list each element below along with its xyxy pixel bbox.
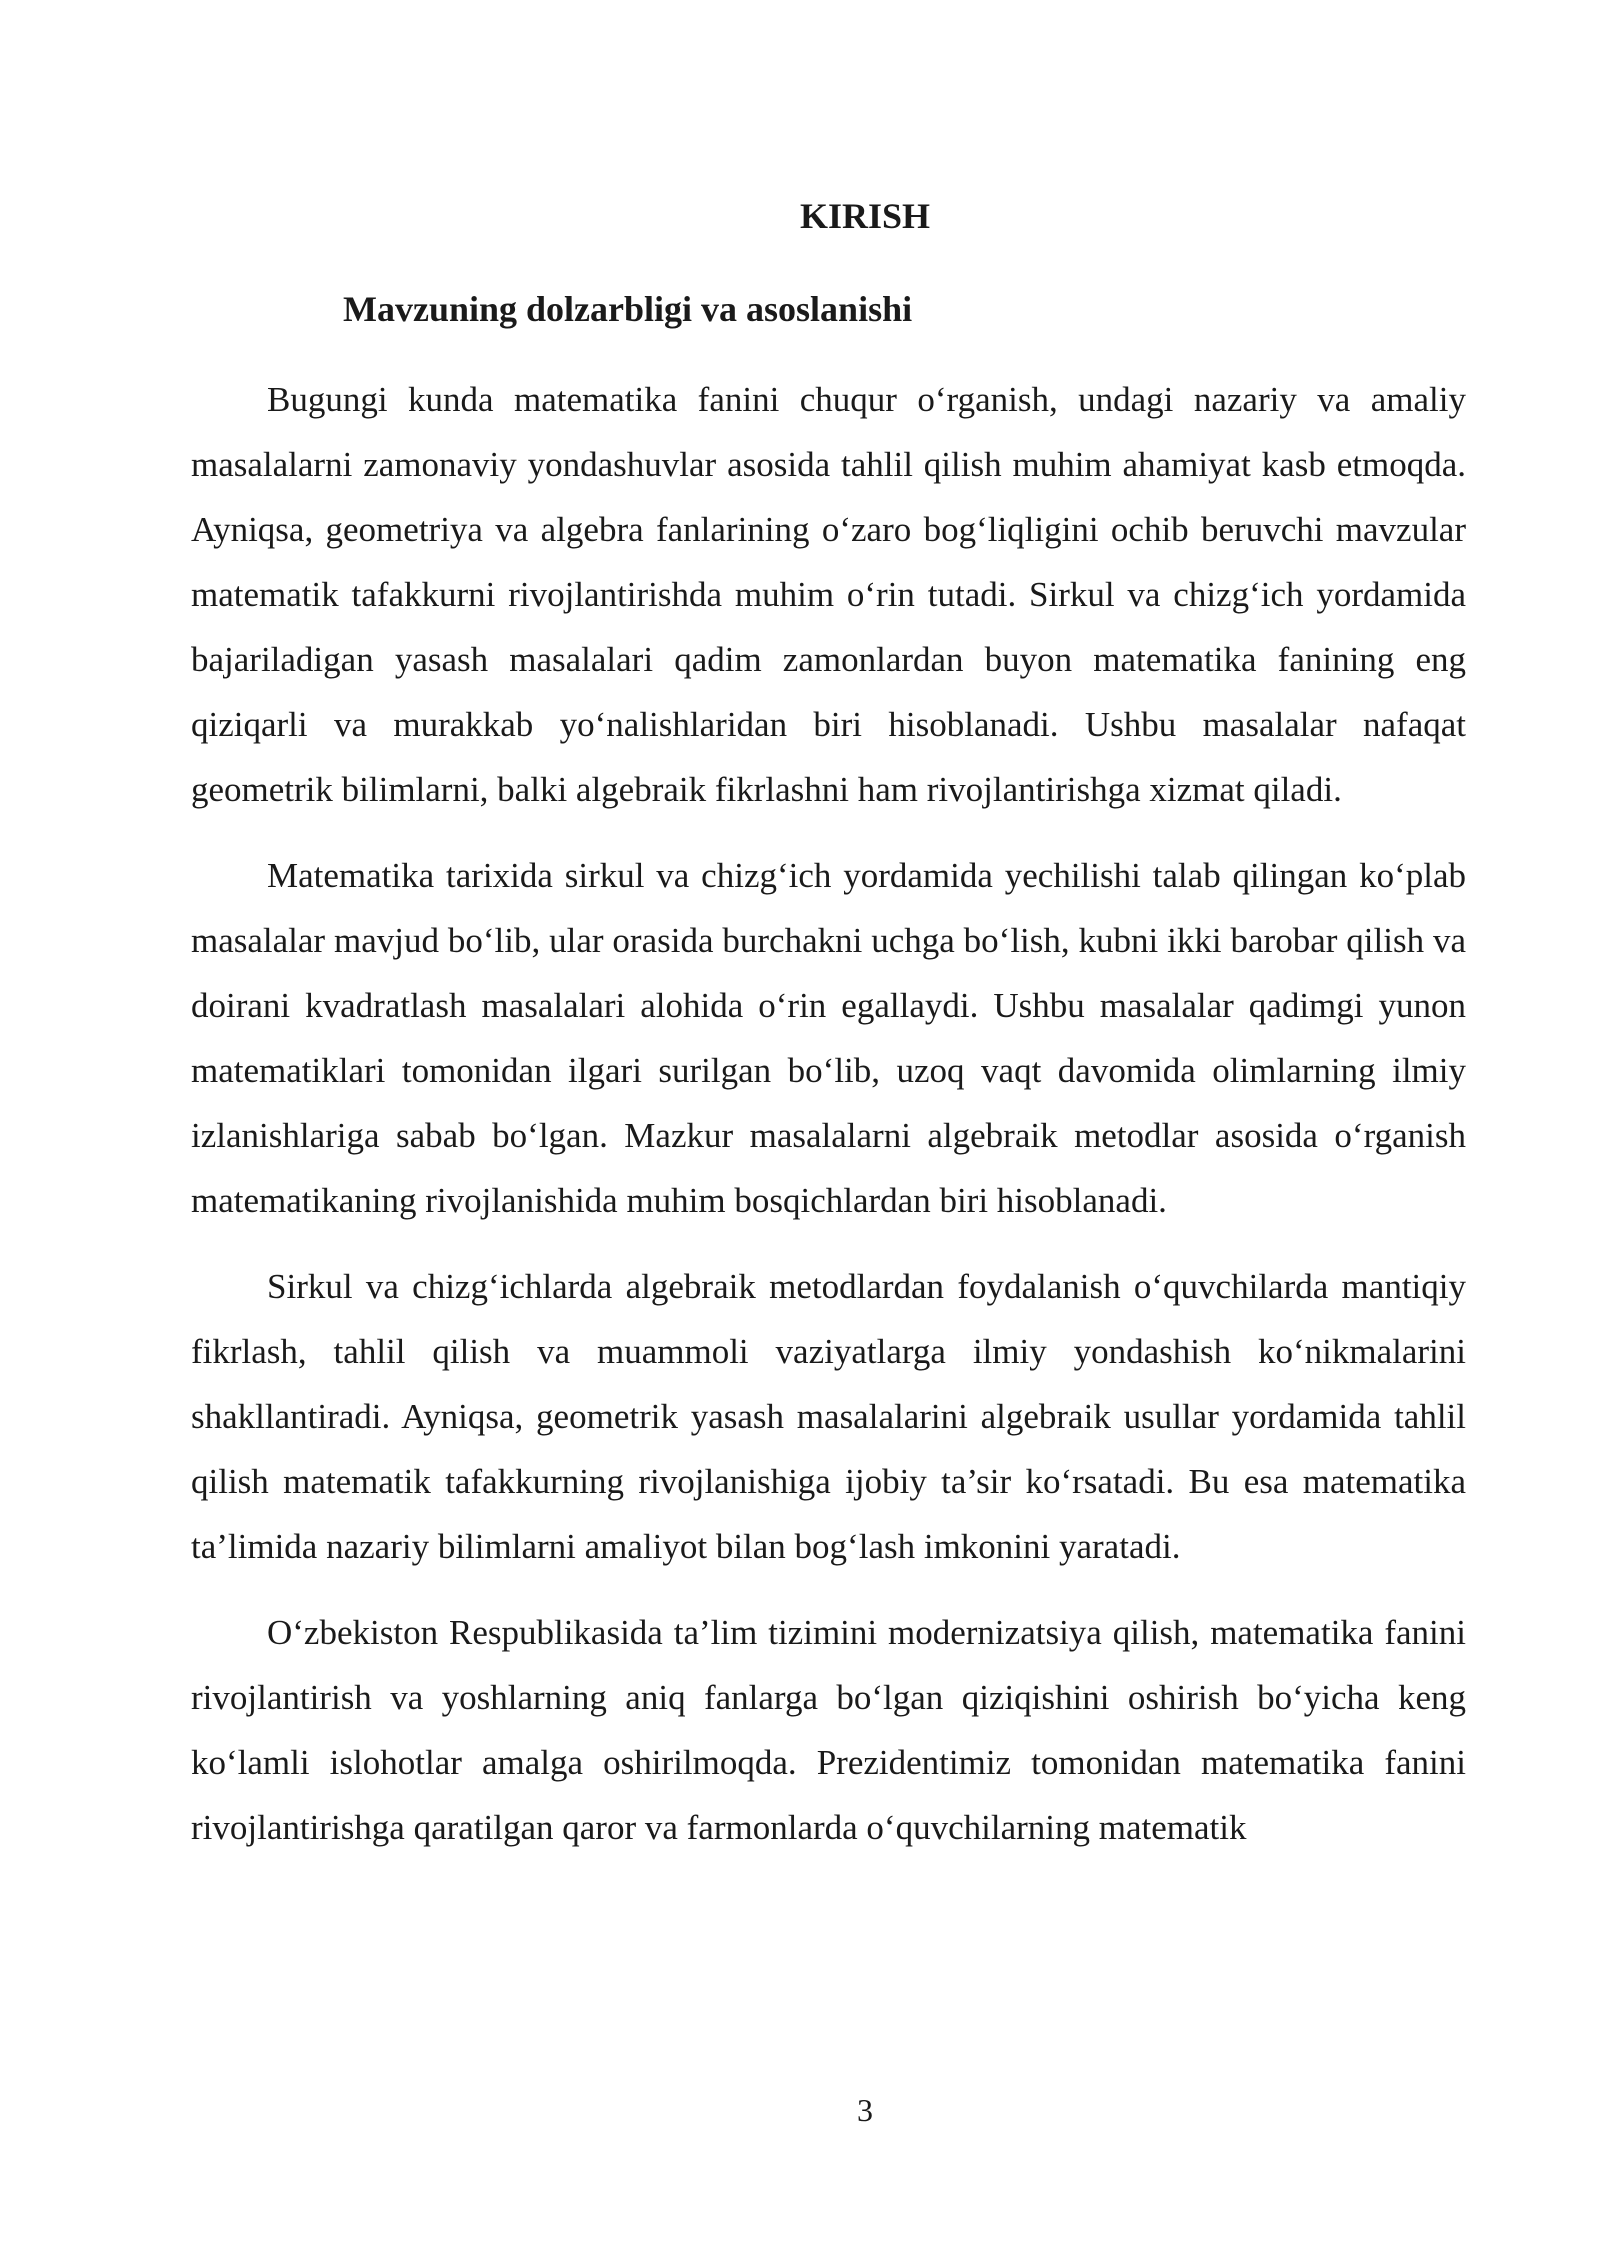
paragraph: O‘zbekiston Respublikasida ta’lim tizimini modernizatsiya qilish, matematika fanini rivojlantirish va yoshlarning aniq fanlarga bo‘lgan qiziqishini oshirish bo‘yicha keng ko‘lamli islohotlar amalga oshirilmoqda. Prezidentimiz tomonidan matematika fanini rivojlantirishga qaratilgan qaror va farmonlarda o‘quvchilarning matematik bbox=[191, 1613, 1466, 1847]
page-number: 3 bbox=[857, 2092, 873, 2128]
page-title: KIRISH bbox=[799, 196, 931, 236]
paragraph: Matematika tarixida sirkul va chizg‘ich yordamida yechilishi talab qilingan ko‘plab masalalar mavjud bo‘lib, ular orasida burchakni uchga bo‘lish, kubni ikki barobar qilish va doirani kvadratlash masalalari alohida o‘rin egallaydi. Ushbu masalalar qadimgi yunon matematiklari tomonidan ilgari surilgan bo‘lib, uzoq vaqt davomida olimlarning ilmiy izlanishlariga sabab bo‘lgan. Mazkur masalalarni algebraik metodlar asosida o‘rganish matematikaning rivojlanishida muhim bosqichlardan biri hisoblanadi. bbox=[191, 856, 1466, 1220]
paragraph: Sirkul va chizg‘ichlarda algebraik metodlardan foydalanish o‘quvchilarda mantiqiy fikrlash, tahlil qilish va muammoli vaziyatlarga ilmiy yondashish ko‘nikmalarini shakllantiradi. Ayniqsa, geometrik yasash masalalarini algebraik usullar yordamida tahlil qilish matematik tafakkurning rivojlanishiga ijobiy ta’sir ko‘rsatadi. Bu esa matematika ta’limida nazariy bilimlarni amaliyot bilan bog‘lash imkonini yaratadi. bbox=[191, 1267, 1466, 1566]
body-text bbox=[191, 367, 1466, 1881]
paragraph: Bugungi kunda matematika fanini chuqur o‘rganish, undagi nazariy va amaliy masalalarni zamonaviy yondashuvlar asosida tahlil qilish muhim ahamiyat kasb etmoqda. Ayniqsa, geometriya va algebra fanlarining o‘zaro bog‘liqligini ochib beruvchi mavzular matematik tafakkurni rivojlantirishda muhim o‘rin tutadi. Sirkul va chizg‘ich yordamida bajariladigan yasash masalalari qadim zamonlardan buyon matematika fanining eng qiziqarli va murakkab yo‘nalishlaridan biri hisoblanadi. Ushbu masalalar nafaqat geometrik bilimlarni, balki algebraik fikrlashni ham rivojlantirishga xizmat qiladi. bbox=[191, 380, 1466, 809]
section-subtitle: Mavzuning dolzarbligi va asoslanishi bbox=[343, 289, 913, 329]
